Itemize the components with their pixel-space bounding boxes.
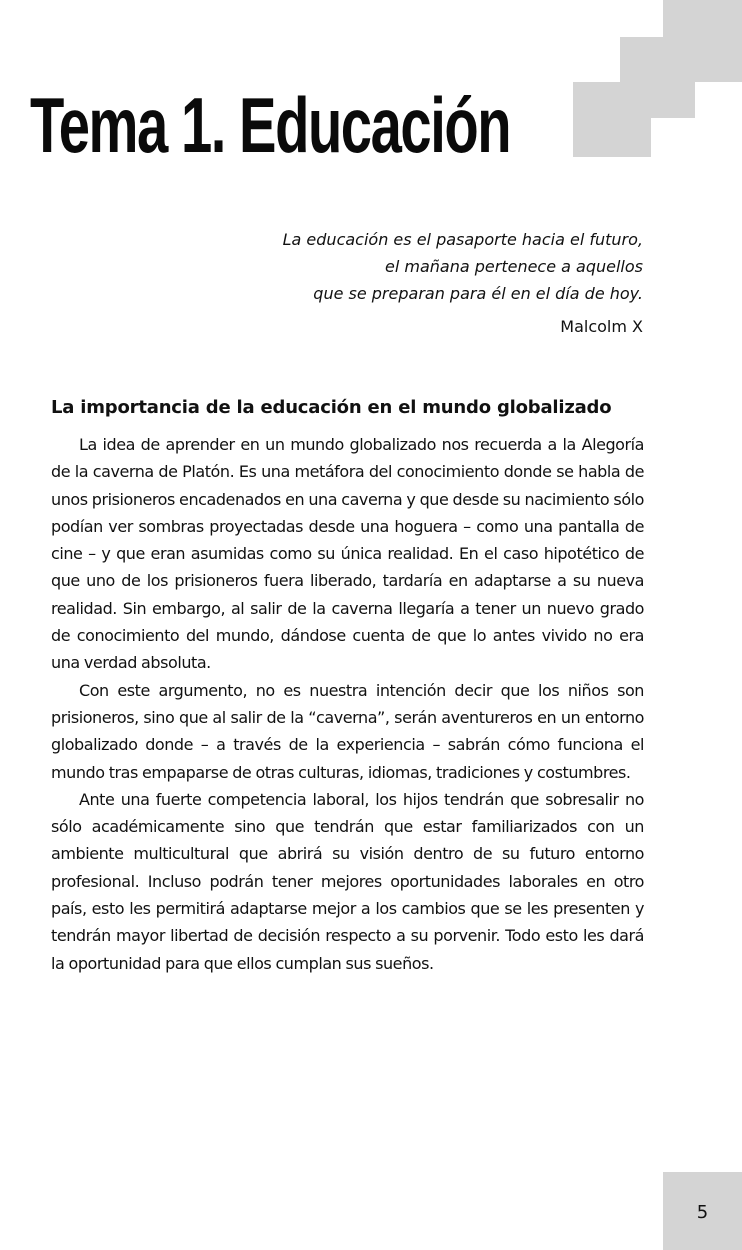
epigraph-author: Malcolm X	[560, 317, 643, 336]
paragraph: La idea de aprender en un mundo globalizado nos recuerda a la Alegoría de la caverna de Platón. Es una metáfora del conocimiento donde se habla de unos prisioneros encadenados en una caverna y que desde su nacimiento sólo podían ver sombras proyectadas desde una hoguera – como una pantalla de cine – y que eran asumidas como su única realidad. En el caso hipotético de que uno de los prisioneros fuera liberado, tardaría en adaptarse a su nueva realidad. Sin embargo, al salir de la caverna llegaría a tener un nuevo grado de conocimiento del mundo, dándose cuenta de que lo antes vivido no era una verdad absoluta.	[51, 435, 644, 673]
corner-decoration-block	[573, 118, 651, 157]
epigraph-line: el mañana pertenece a aquellos	[385, 257, 643, 276]
paragraph: Con este argumento, no es nuestra intención decir que los niños son prisioneros, sino que al salir de la “caverna”, serán aventureros en un entorno globalizado donde – a través de la experiencia – sabrán cómo funciona el mundo tras empaparse de otras culturas, idiomas, tradiciones y costumbres.	[51, 680, 644, 782]
section-heading: La importancia de la educación en el mundo globalizado	[51, 397, 612, 418]
epigraph-line: La educación es el pasaporte hacia el futuro,	[282, 230, 643, 249]
epigraph-line: que se preparan para él en el día de hoy.	[313, 284, 643, 303]
body-text	[51, 431, 644, 977]
page-number-box	[663, 1172, 742, 1250]
corner-decoration-block	[620, 37, 742, 82]
corner-decoration-block	[663, 0, 742, 37]
epigraph	[283, 226, 643, 340]
paragraph: Ante una fuerte competencia laboral, los hijos tendrán que sobresalir no sólo académicamente sino que tendrán que estar familiarizados con un ambiente multicultural que abrirá su visión dentro de su futuro entorno profesional. Incluso podrán tener mejores oportunidades laborales en otro país, esto les permitirá adaptarse mejor a los cambios que se les presenten y tendrán mayor libertad de decisión respecto a su porvenir. Todo esto les dará la oportunidad para que ellos cumplan sus sueños.	[51, 789, 644, 973]
corner-decoration-block	[573, 82, 695, 118]
chapter-title: Tema 1. Educación	[30, 81, 511, 169]
page-number: 5	[696, 1202, 709, 1223]
